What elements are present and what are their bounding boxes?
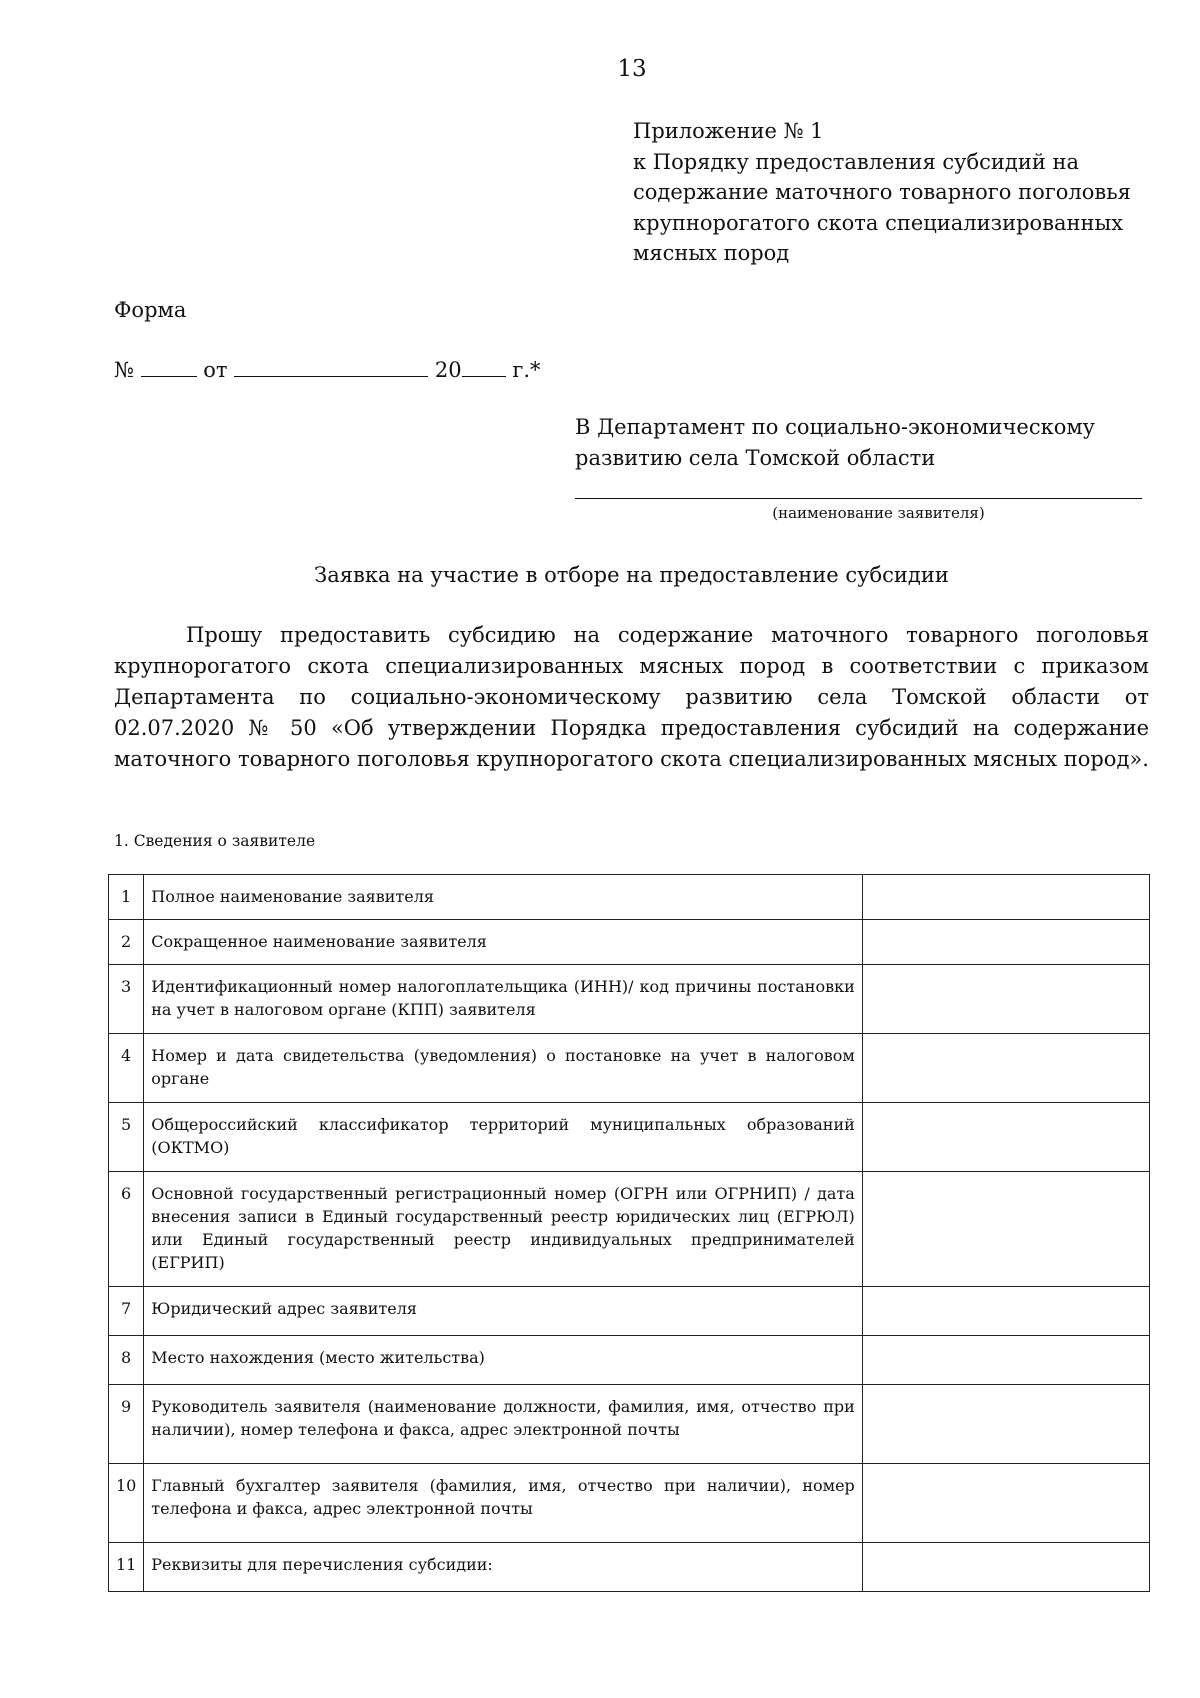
row-number: 6 [109,1172,144,1287]
row-label: Сокращенное наименование заявителя [144,920,863,965]
table-row [109,1034,1150,1103]
recipient-line: развитию села Томской области [575,446,936,470]
request-paragraph: Прошу предоставить субсидию на содержание маточного товарного поголовья крупнорогатого скота специализированных мясных пород в соответствии с приказом Департамента по социально-экономическому развитию села Томской области от 02.07.2020 № 50 «Об утверждении Порядка предоставления субсидий на содержание маточного товарного поголовья крупнорогатого скота специализированных мясных пород». [114,623,1149,771]
row-number: 11 [109,1543,144,1592]
row-number: 9 [109,1385,144,1464]
row-value-cell[interactable] [862,1464,1149,1543]
appendix-line: мясных пород [633,241,790,265]
row-value-cell[interactable] [862,1034,1149,1103]
table-row [109,875,1150,920]
applicant-name-caption: (наименование заявителя) [772,504,985,522]
recipient-block [575,412,1115,474]
row-number: 10 [109,1464,144,1543]
row-value-cell[interactable] [862,920,1149,965]
row-value-cell[interactable] [862,1172,1149,1287]
table-row [109,920,1150,965]
row-value-cell[interactable] [862,1103,1149,1172]
form-number-line [114,356,541,382]
row-value-cell[interactable] [862,875,1149,920]
row-number: 1 [109,875,144,920]
date-blank[interactable] [234,356,428,377]
row-number: 7 [109,1287,144,1336]
row-number: 3 [109,965,144,1034]
table-row [109,1103,1150,1172]
table-row [109,1287,1150,1336]
table-row [109,1336,1150,1385]
section-title: 1. Сведения о заявителе [114,832,316,850]
recipient-line: В Департамент по социально-экономическому [575,415,1096,439]
row-value-cell[interactable] [862,1385,1149,1464]
table-row [109,1464,1150,1543]
row-label: Основной государственный регистрационный номер (ОГРН или ОГРНИП) / дата внесения записи в Единый государственный реестр юридических лиц (ЕГРЮЛ) или Единый государственный реестр индивидуальных предпринимателей (ЕГРИП) [144,1172,863,1287]
row-label: Полное наименование заявителя [144,875,863,920]
appendix-line: крупнорогатого скота специализированных [633,210,1124,235]
row-number: 4 [109,1034,144,1103]
row-label: Общероссийский классификатор территорий муниципальных образований (ОКТМО) [144,1103,863,1172]
applicant-info-table [108,874,1150,1592]
appendix-line: к Порядку предоставления субсидий на [633,149,1080,174]
year-prefix: 20 [434,358,462,382]
row-value-cell[interactable] [862,1287,1149,1336]
row-label: Юридический адрес заявителя [144,1287,863,1336]
row-label: Руководитель заявителя (наименование должности, фамилия, имя, отчество при наличии), номер телефона и факса, адрес электронной почты [144,1385,863,1464]
row-number: 8 [109,1336,144,1385]
from-word: от [203,358,228,382]
appendix-reference [633,116,1153,269]
row-label: Номер и дата свидетельства (уведомления) о постановке на учет в налоговом органе [144,1034,863,1103]
row-label: Идентификационный номер налогоплательщика (ИНН)/ код причины постановки на учет в налоговом органе (КПП) заявителя [144,965,863,1034]
row-value-cell[interactable] [862,1543,1149,1592]
year-blank[interactable] [462,356,506,377]
row-label: Место нахождения (место жительства) [144,1336,863,1385]
table-row [109,965,1150,1034]
number-blank[interactable] [141,356,197,377]
row-number: 5 [109,1103,144,1172]
appendix-line: содержание маточного товарного поголовья [633,180,1131,204]
page-number: 13 [617,56,647,82]
row-label: Главный бухгалтер заявителя (фамилия, имя, отчество при наличии), номер телефона и факса, адрес электронной почты [144,1464,863,1543]
table-row [109,1172,1150,1287]
appendix-line: Приложение № 1 [633,119,824,143]
applicant-name-blank[interactable] [575,498,1142,499]
row-number: 2 [109,920,144,965]
row-label: Реквизиты для перечисления субсидии: [144,1543,863,1592]
row-value-cell[interactable] [862,965,1149,1034]
form-label: Форма [114,298,187,322]
number-sign: № [114,358,134,382]
document-title: Заявка на участие в отборе на предоставление субсидии [314,563,949,587]
year-suffix: г.* [512,358,541,382]
table-row [109,1385,1150,1464]
row-value-cell[interactable] [862,1336,1149,1385]
table-row [109,1543,1150,1592]
